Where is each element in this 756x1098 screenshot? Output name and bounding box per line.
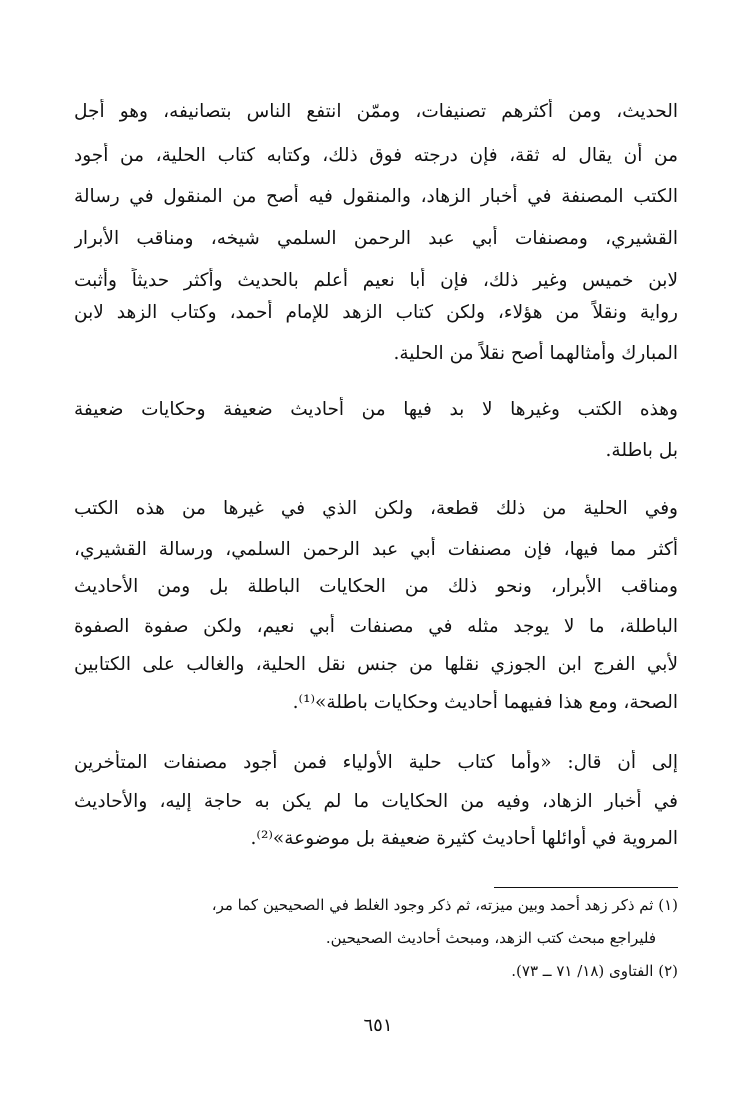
paragraph-line: القشيري، ومصنفات أبي عبد الرحمن السلمي شيخه، ومناقب الأبرار: [74, 228, 678, 249]
paragraph-line: رواية ونقلاً من هؤلاء، ولكن كتاب الزهد للإمام أحمد، وكتاب الزهد لابن: [74, 302, 678, 323]
paragraph-line: بل باطلة.: [605, 440, 678, 461]
paragraph-line: أكثر مما فيها، فإن مصنفات أبي عبد الرحمن السلمي، ورسالة القشيري،: [74, 539, 678, 560]
footnote-line: فليراجع مبحث كتب الزهد، ومبحث أحاديث الصحيحين.: [325, 929, 656, 947]
footnote-line: (٢) الفتاوى (١٨/ ٧١ ــ ٧٣).: [511, 962, 678, 980]
paragraph-line: وفي الحلية من ذلك قطعة، ولكن الذي في غيرها من هذه الكتب: [74, 498, 678, 519]
paragraph-line: الباطلة، ما لا يوجد مثله في مصنفات أبي نعيم، ولكن صفوة الصفوة: [74, 616, 678, 637]
paragraph-line: في أخبار الزهاد، وفيه من الحكايات ما لم يكن به حاجة إليه، والأحاديث: [74, 791, 678, 812]
footnote-line: (١) ثم ذكر زهد أحمد وبين ميزته، ثم ذكر وجود الغلط في الصحيحين كما مر،: [211, 896, 678, 914]
page-number: ٦٥١: [363, 1015, 393, 1036]
paragraph-line: من أن يقال له ثقة، فإن درجته فوق ذلك، وكتابه كتاب الحلية، من أجود: [74, 145, 678, 166]
paragraph-line: لابن خميس وغير ذلك، فإن أبا نعيم أعلم بالحديث وأكثر حديثاً وأثبت: [74, 270, 678, 291]
paragraph-line: إلى أن قال: «وأما كتاب حلية الأولياء فمن أجود مصنفات المتأخرين: [74, 752, 678, 773]
paragraph-line: المبارك وأمثالهما أصح نقلاً من الحلية.: [393, 343, 678, 364]
paragraph-line: لأبي الفرج ابن الجوزي نقلها من جنس نقل الحلية، والغالب على الكتابين: [74, 654, 678, 675]
paragraph-line: وهذه الكتب وغيرها لا بد فيها من أحاديث ضعيفة وحكايات ضعيفة: [74, 399, 678, 420]
footnote-separator: [494, 887, 678, 888]
paragraph-line: ومناقب الأبرار، ونحو ذلك من الحكايات الباطلة بل ومن الأحاديث: [74, 576, 678, 597]
paragraph-line: الحديث، ومن أكثرهم تصنيفات، وممّن انتفع الناس بتصانيفه، وهو أجل: [74, 101, 678, 122]
paragraph-line: الصحة، ومع هذا ففيهما أحاديث وحكايات باطلة»⁽¹⁾.: [292, 692, 678, 713]
paragraph-line: الكتب المصنفة في أخبار الزهاد، والمنقول فيه أصح من المنقول في رسالة: [74, 186, 678, 207]
paragraph-line: المروية في أوائلها أحاديث كثيرة ضعيفة بل موضوعة»⁽²⁾.: [250, 828, 678, 849]
